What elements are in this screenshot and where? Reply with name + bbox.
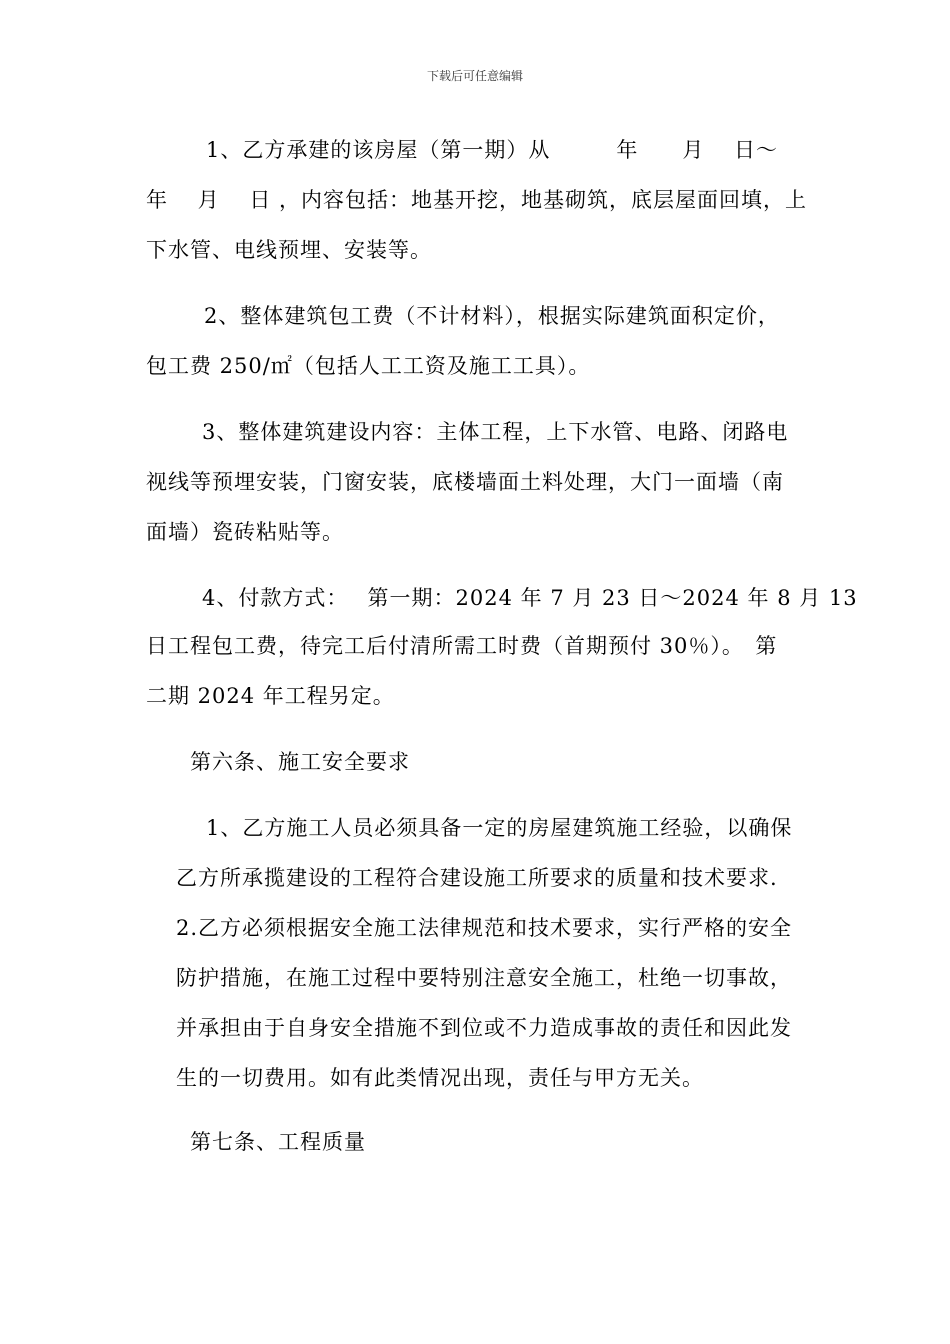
- text-line: 二期 2024 年工程另定。: [146, 684, 395, 708]
- text-line: 面墙）瓷砖粘贴等。: [146, 520, 344, 544]
- text-line: 防护措施，在施工过程中要特别注意安全施工，杜绝一切事故，: [176, 966, 792, 990]
- text-line: 4、付款方式： 第一期：2024 年 7 月 23 日～2024 年 8 月 13: [202, 586, 858, 610]
- text-line: 并承担由于自身安全措施不到位或不力造成事故的责任和因此发: [176, 1016, 792, 1040]
- text-line: 包工费 250/㎡（包括人工工资及施工工具）。: [146, 354, 591, 378]
- text-line: 日工程包工费，待完工后付清所需工时费（首期预付 30％）。 第: [146, 634, 778, 658]
- text-line: 3、整体建筑建设内容：主体工程，上下水管、电路、闭路电: [202, 420, 789, 444]
- text-line: 视线等预埋安装，门窗安装，底楼墙面土料处理，大门一面墙（南: [146, 470, 784, 494]
- text-line: 1、乙方承建的该房屋（第一期）从 年 月 日～: [206, 138, 779, 162]
- section-heading: 第六条、施工安全要求: [190, 750, 410, 774]
- text-line: 年 月 日 ，内容包括：地基开挖，地基砌筑，底层屋面回填，上: [146, 188, 808, 212]
- text-line: 2、整体建筑包工费（不计材料），根据实际建筑面积定价，: [204, 304, 780, 328]
- text-line: 1、乙方施工人员必须具备一定的房屋建筑施工经验，以确保: [206, 816, 793, 840]
- text-line: 乙方所承揽建设的工程符合建设施工所要求的质量和技术要求.: [176, 866, 778, 890]
- page-header: 下载后可任意编辑: [426, 69, 523, 83]
- text-line: 2.乙方必须根据安全施工法律规范和技术要求，实行严格的安全: [176, 916, 793, 940]
- section-heading: 第七条、工程质量: [190, 1130, 366, 1154]
- text-line: 下水管、电线预埋、安装等。: [146, 238, 432, 262]
- text-line: 生的一切费用。如有此类情况出现，责任与甲方无关。: [176, 1066, 704, 1090]
